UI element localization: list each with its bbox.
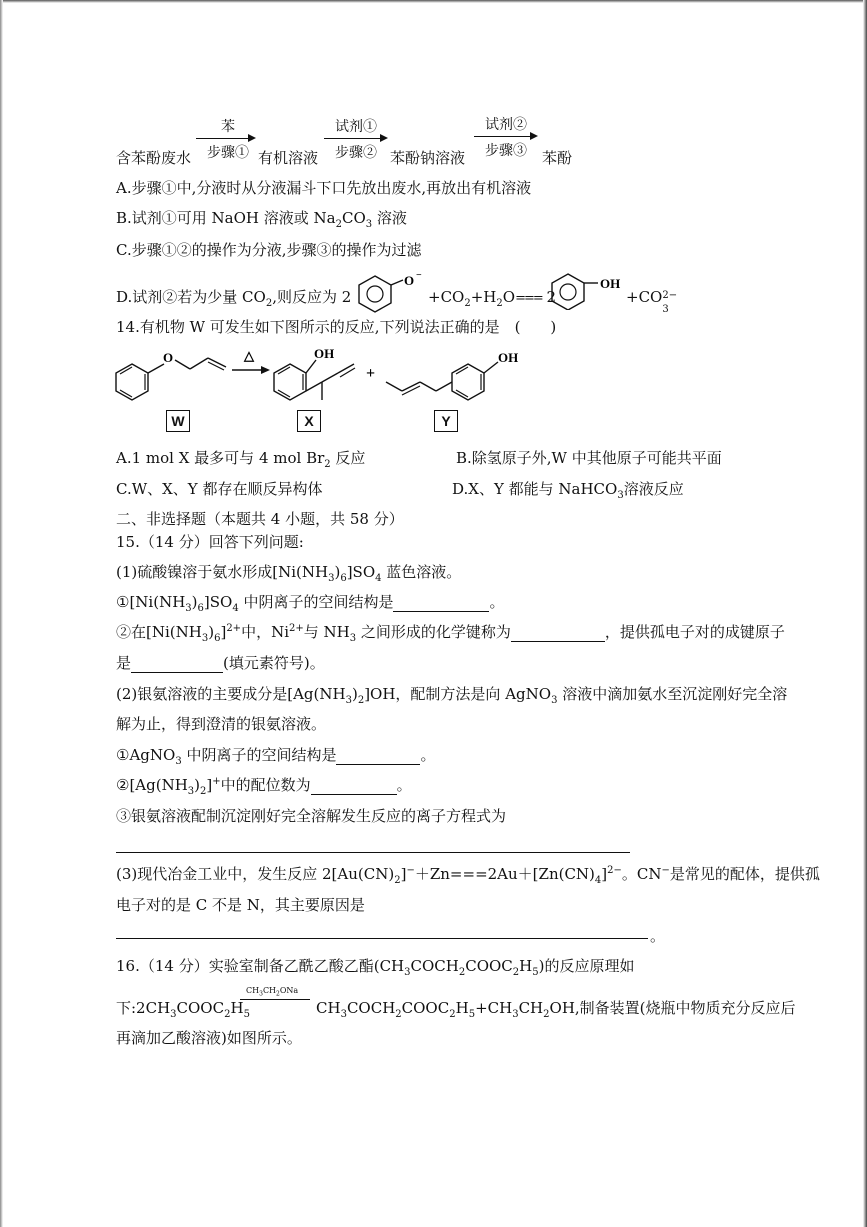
section-heading: 二、非选择题（本题共 4 小题，共 58 分） <box>116 510 404 528</box>
answer-line-2-period: 。 <box>650 927 666 945</box>
q15-2-item2: $②[Ag(NH_3)_2]^+$中的配位数为 。 <box>116 776 412 797</box>
q16-stem: 16.（14 分）实验室制备乙酰乙酸乙酯$(CH_3COCH_2COOC_2H_5)$的反应原理如 <box>116 957 635 978</box>
answer-line-2[interactable] <box>116 938 648 939</box>
molecule-y <box>386 350 518 400</box>
label-y: Y <box>434 410 458 432</box>
phenoxide-charge: − <box>416 270 422 281</box>
phenoxide-structure <box>355 268 427 314</box>
answer-blank-1[interactable] <box>393 595 489 612</box>
q13-option-c: C.步骤①②的操作为分液,步骤③的操作为过滤 <box>116 241 422 259</box>
flow-reagent-1: 苯 <box>221 119 235 135</box>
q14-option-d: D.X、Y 都能与 NaHCO$_3$溶液反应 <box>452 480 684 501</box>
phenol-structure <box>548 264 626 310</box>
q15-part1: (1)硫酸镍溶于氨水形成$[Ni(NH_3)_6]SO_4$ 蓝色溶液。 <box>116 563 462 584</box>
answer-blank-5[interactable] <box>311 778 397 795</box>
q16-equation-right: $CH_3COCH_2COOC_2H_5+CH_3CH_2OH$,制备装置(烧瓶中物质充分反应后 <box>316 999 796 1020</box>
q14-option-c: C.W、X、Y 都存在顺反异构体 <box>116 480 323 498</box>
q15-stem: 15.（14 分）回答下列问题: <box>116 533 304 551</box>
scan-edge-top <box>0 0 867 3</box>
flow-start: 含苯酚废水 <box>116 149 192 167</box>
flow-mid-1: 有机溶液 <box>258 149 319 167</box>
q15-2-item3: ③银氨溶液配制沉淀刚好完全溶解发生反应的离子方程式为 <box>116 807 507 825</box>
q15-part3: (3)现代冶金工业中，发生反应 $2[Au(CN)_2]^-+Zn===2Au+[Zn(CN)_4]^{2-}$。CN−是常见的配体，提供孤 <box>116 865 820 886</box>
flow-reagent-3: 试剂② <box>485 117 527 133</box>
molecule-x <box>274 346 355 400</box>
q15-1-item1: $①[Ni(NH_3)_6]SO_4$ 中阴离子的空间结构是 。 <box>116 593 505 614</box>
flow-reagent-2: 试剂① <box>335 119 377 135</box>
flow-mid-2: 苯酚钠溶液 <box>390 149 466 167</box>
q14-option-a: A.1 mol X 最多可与 4 mol $Br_2$ 反应 <box>116 449 366 470</box>
q13-option-b: B.试剂①可用 NaOH 溶液或 $Na_2CO_3$ 溶液 <box>116 209 407 230</box>
w-oxygen: O <box>163 350 174 365</box>
plus-sign: + <box>366 365 376 382</box>
scan-edge-right <box>863 0 867 1227</box>
answer-blank-2[interactable] <box>511 625 605 642</box>
q15-part2-cont: 解为止，得到澄清的银氨溶液。 <box>116 715 327 733</box>
y-hydroxyl: OH <box>498 350 519 365</box>
molecule-w <box>116 350 226 400</box>
flow-step-3: 步骤③ <box>485 143 527 159</box>
q15-1-item2: ②在$[Ni(NH_3)_6]^{2+}$中，$Ni^{2+}$与 $NH_3$ 之间形成的化学键称为 ，提供孤电子对的成键原子 <box>116 623 785 644</box>
answer-blank-3[interactable] <box>131 656 223 673</box>
q16-equation-left: 下$:2CH_3COOC_2H_5$ <box>116 999 250 1020</box>
answer-line-1[interactable] <box>116 852 630 853</box>
scan-edge-left <box>0 0 3 1227</box>
phenol-oh: OH <box>600 276 621 291</box>
q15-part3-cont: 电子对的是 C 不是 N，其主要原因是 <box>116 896 365 914</box>
reaction-arrow <box>240 999 310 1000</box>
q15-1-item2-cont: 是 (填元素符号)。 <box>116 654 325 672</box>
q14-stem: 14.有机物 W 可发生如下图所示的反应,下列说法正确的是 ( ) <box>116 318 557 336</box>
label-x: X <box>297 410 321 432</box>
x-hydroxyl: OH <box>314 346 335 361</box>
reaction-condition: $CH_3CH_2ONa$ <box>246 986 299 998</box>
flow-step-1: 步骤① <box>207 145 249 161</box>
q14-option-b: B.除氢原子外,W 中其他原子可能共平面 <box>456 449 722 467</box>
q15-part2: (2)银氨溶液的主要成分是$[Ag(NH_3)_2]OH$，配制方法是向 AgNO$_3$ 溶液中滴加氨水至沉淀刚好完全溶 <box>116 685 788 706</box>
heat-symbol: △ <box>244 348 254 363</box>
answer-blank-4[interactable] <box>336 748 420 765</box>
flow-step-2: 步骤② <box>335 145 377 161</box>
flow-arrow-1 <box>196 138 254 139</box>
q15-2-item1: ①AgNO$_3$ 中阴离子的空间结构是 。 <box>116 746 436 767</box>
phenoxide-o: O <box>404 273 415 288</box>
flow-arrow-3 <box>474 136 536 137</box>
flow-end: 苯酚 <box>542 149 573 167</box>
q13-option-a: A.步骤①中,分液时从分液漏斗下口先放出废水,再放出有机溶液 <box>116 179 532 197</box>
q16-line3: 再滴加乙酸溶液)如图所示。 <box>116 1029 302 1047</box>
flow-arrow-2 <box>324 138 386 139</box>
label-w: W <box>166 410 190 432</box>
